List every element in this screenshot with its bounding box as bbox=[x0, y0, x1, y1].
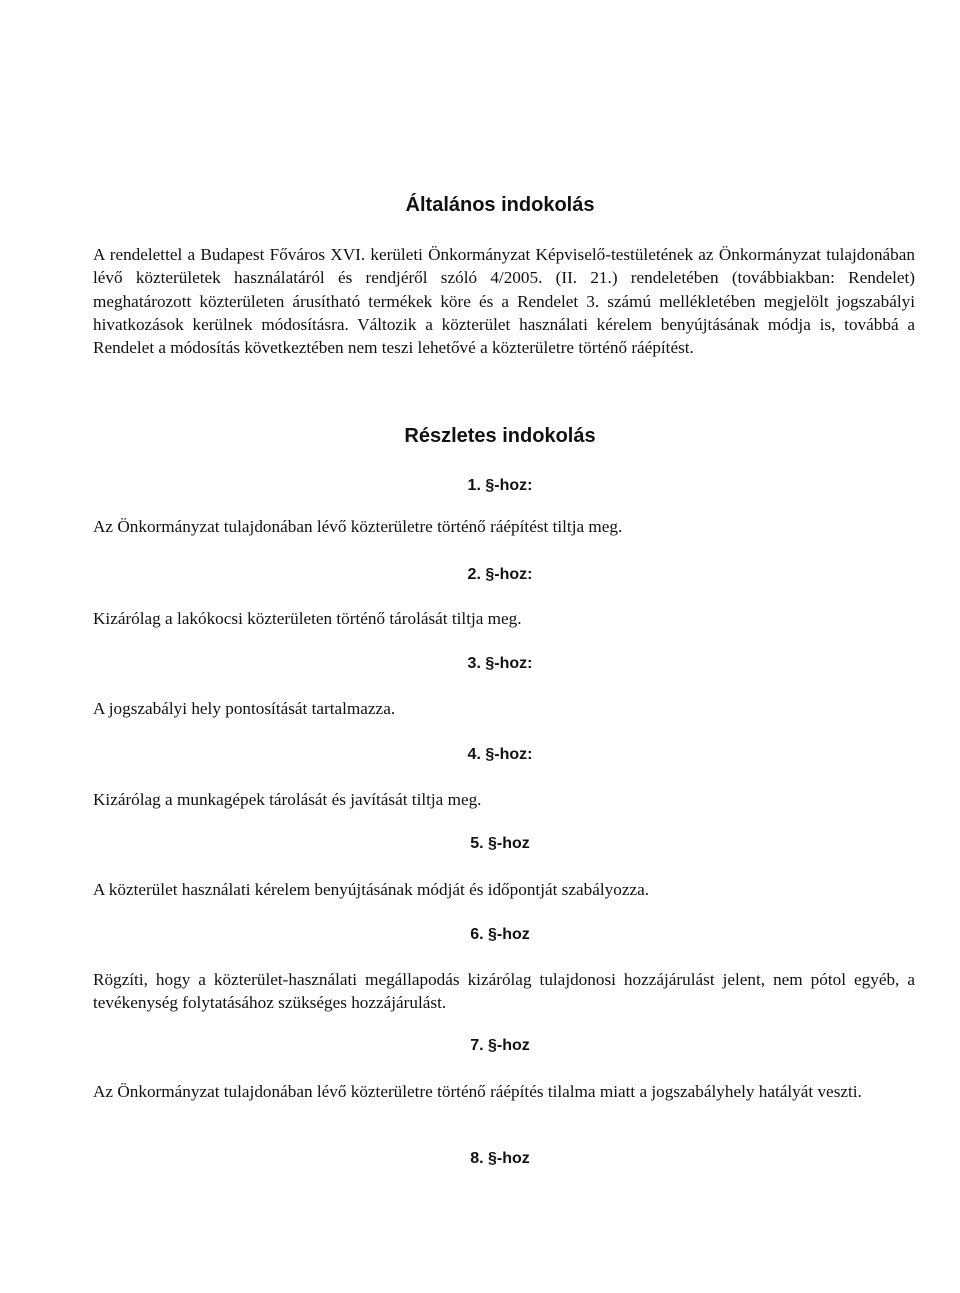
section-3-heading: 3. §-hoz: bbox=[467, 655, 533, 672]
section-6-text: Rögzíti, hogy a közterület-használati megállapodás kizárólag tulajdonosi hozzájárulást jelent, nem pótol egyéb, a tevékenység folytatásához szükséges hozzájárulást. bbox=[93, 970, 915, 1013]
general-justification-title: Általános indokolás bbox=[405, 194, 595, 216]
section-8-heading: 8. §-hoz bbox=[470, 1150, 530, 1167]
general-justification-text: A rendelettel a Budapest Főváros XVI. kerületi Önkormányzat Képviselő-testületének az Önkormányzat tulajdonában lévő közterületek használatáról és rendjéről szóló 4/2005. (II. 21.) rendeletében (továbbiakban: Rendelet) meghatározott közterületen árusítható termékek köre és a Rendelet 3. számú mellékletében megjelölt jogszabályi hivatkozások kerülnek módosításra. Változik a közterület használati kérelem benyújtásának módja is, továbbá a Rendelet a módosítás következtében nem teszi lehetővé a közterületre történő ráépítést. bbox=[93, 245, 915, 358]
section-3-text: A jogszabályi hely pontosítását tartalmazza. bbox=[93, 699, 396, 718]
section-1-heading: 1. §-hoz: bbox=[467, 477, 533, 494]
section-2-text: Kizárólag a lakókocsi közterületen történő tárolását tiltja meg. bbox=[93, 609, 522, 628]
section-5-heading: 5. §-hoz bbox=[470, 835, 530, 852]
detailed-justification-title: Részletes indokolás bbox=[404, 425, 596, 447]
section-2-heading: 2. §-hoz: bbox=[467, 566, 533, 583]
section-4-text: Kizárólag a munkagépek tárolását és javítását tiltja meg. bbox=[93, 790, 482, 809]
section-4-heading: 4. §-hoz: bbox=[467, 746, 533, 763]
section-7-heading: 7. §-hoz bbox=[470, 1037, 530, 1054]
section-6-heading: 6. §-hoz bbox=[470, 926, 530, 943]
section-5-text: A közterület használati kérelem benyújtásának módját és időpontját szabályozza. bbox=[93, 880, 649, 899]
section-1-text: Az Önkormányzat tulajdonában lévő közterületre történő ráépítést tiltja meg. bbox=[93, 517, 623, 536]
section-7-text: Az Önkormányzat tulajdonában lévő közterületre történő ráépítés tilalma miatt a jogszabályhely hatályát veszti. bbox=[93, 1082, 862, 1101]
